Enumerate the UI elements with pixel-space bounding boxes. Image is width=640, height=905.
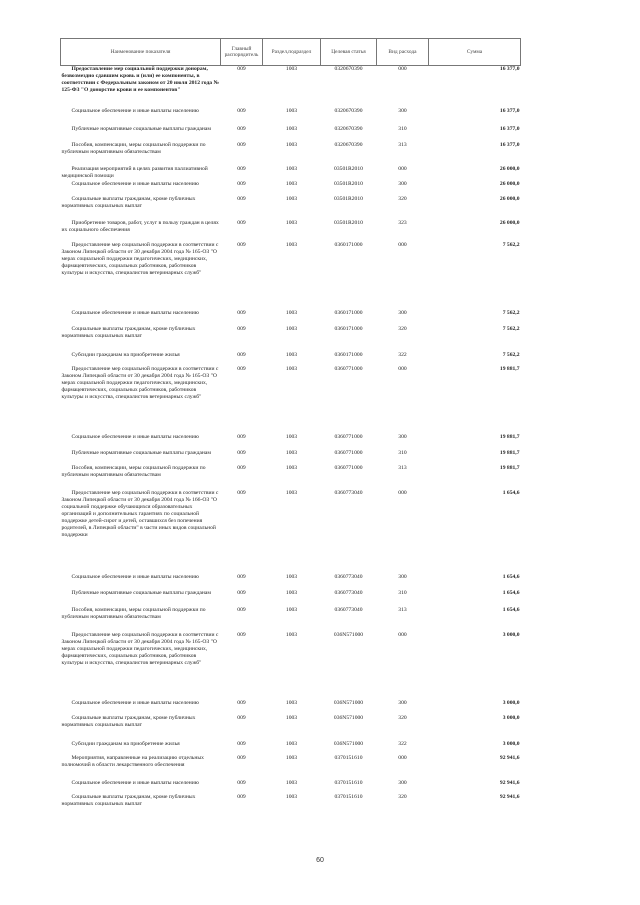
row-sum-cell: 3 000,0 xyxy=(502,699,520,706)
row-chief-manager-cell: 009 xyxy=(237,141,246,148)
header-chief-manager: Главный распорядитель xyxy=(221,39,263,66)
table-row xyxy=(61,465,521,490)
row-name-cell xyxy=(61,220,221,242)
table-row xyxy=(61,700,521,715)
table-row xyxy=(61,220,521,242)
row-sum-cell: 1 654,6 xyxy=(502,606,520,613)
row-section-cell: 1003 xyxy=(285,573,298,580)
row-section-cell: 1003 xyxy=(285,740,298,747)
row-chief-manager-cell: 009 xyxy=(237,433,246,440)
row-chief-manager-cell: 009 xyxy=(237,714,246,721)
row-target-article-cell: 0360171000 xyxy=(334,351,363,358)
row-name-text: Социальное обеспечение и иные выплаты населению xyxy=(71,180,199,187)
row-section-cell: 1003 xyxy=(285,779,298,786)
row-section-cell: 1003 xyxy=(285,631,298,638)
row-name-text: Социальное обеспечение и иные выплаты населению xyxy=(71,309,199,316)
row-sum-cell: 1 654,6 xyxy=(502,589,520,596)
row-section-cell: 1003 xyxy=(285,325,298,332)
row-expense-type-cell: 000 xyxy=(398,66,407,72)
row-target-article-cell: 0360771000 xyxy=(334,464,363,471)
header-target-article: Целевая статья xyxy=(321,39,377,66)
row-name-cell xyxy=(61,715,221,741)
table-row xyxy=(61,242,521,310)
row-expense-type-cell: 313 xyxy=(398,464,407,471)
row-section-cell: 1003 xyxy=(285,180,298,187)
row-name-cell xyxy=(61,794,221,818)
row-name-text: Субсидии гражданам на приобретение жилья xyxy=(71,351,180,358)
row-sum-cell: 16 377,0 xyxy=(499,125,520,132)
row-expense-type-cell: 300 xyxy=(398,309,407,316)
row-sum-cell: 19 881,7 xyxy=(499,449,520,456)
row-target-article-cell: 036N571000 xyxy=(333,631,364,638)
row-target-article-cell: 0360771000 xyxy=(334,365,363,372)
row-name-cell xyxy=(61,741,221,755)
row-sum-cell: 7 562,2 xyxy=(502,325,520,332)
row-chief-manager-cell: 009 xyxy=(237,195,246,202)
row-sum-cell: 3 000,0 xyxy=(502,740,520,747)
table-row xyxy=(61,166,521,181)
row-section-cell: 1003 xyxy=(285,489,298,496)
row-name-text: Реализация мероприятий в целях развития паллиативной медицинской помощи xyxy=(61,165,208,179)
header-sum: Сумма xyxy=(429,39,521,66)
row-name-text: Социальное обеспечение и иные выплаты населению xyxy=(71,573,199,580)
row-sum-cell: 19 881,7 xyxy=(499,433,520,440)
row-target-article-cell: 036N571000 xyxy=(333,740,364,747)
table-row xyxy=(61,574,521,590)
row-expense-type-cell: 320 xyxy=(398,195,407,202)
row-name-cell xyxy=(61,242,221,310)
row-expense-type-cell: 322 xyxy=(398,740,407,747)
row-target-article-cell: 0320670390 xyxy=(334,125,363,132)
row-expense-type-cell: 322 xyxy=(398,351,407,358)
row-name-cell xyxy=(61,490,221,574)
row-name-cell xyxy=(61,196,221,220)
row-expense-type-cell: 320 xyxy=(398,714,407,721)
budget-table xyxy=(60,38,521,818)
row-sum-cell: 92 941,6 xyxy=(499,779,520,786)
row-section-cell: 1003 xyxy=(285,125,298,132)
row-name-cell xyxy=(61,465,221,490)
row-expense-type-cell: 310 xyxy=(398,125,407,132)
table-row xyxy=(61,755,521,780)
row-expense-type-cell: 000 xyxy=(398,165,407,172)
row-sum-cell: 16 377,0 xyxy=(499,107,520,114)
row-name-cell xyxy=(61,352,221,366)
table-row xyxy=(61,607,521,632)
row-target-article-cell: 0360771000 xyxy=(334,449,363,456)
row-name-text: Предоставление мер социальной поддержки донорам, безвозмездно сдавшим кровь и (или) ее компоненты, в соответствии с Федеральным законом от 20 июля 2012 года № 125-ФЗ "О донорстве крови и ее компонентов" xyxy=(61,66,220,94)
row-name-text: Социальные выплаты гражданам, кроме публичных нормативных социальных выплат xyxy=(61,714,196,728)
row-sum-cell: 1 654,6 xyxy=(502,489,520,496)
row-sum-cell: 16 377,0 xyxy=(499,66,520,72)
row-section-cell: 1003 xyxy=(285,714,298,721)
row-name-text: Приобретение товаров, работ, услуг в пользу граждан в целях их социального обеспечения xyxy=(61,219,219,233)
row-name-text: Публичные нормативные социальные выплаты гражданам xyxy=(71,589,211,596)
row-target-article-cell: 0360773040 xyxy=(334,573,363,580)
table-row xyxy=(61,632,521,700)
row-expense-type-cell: 000 xyxy=(398,489,407,496)
row-section-cell: 1003 xyxy=(285,365,298,372)
row-expense-type-cell: 300 xyxy=(398,180,407,187)
row-name-cell xyxy=(61,700,221,715)
row-name-cell xyxy=(61,590,221,607)
table-row xyxy=(61,366,521,434)
row-chief-manager-cell: 009 xyxy=(237,740,246,747)
row-expense-type-cell: 320 xyxy=(398,325,407,332)
row-sum-cell: 26 000,0 xyxy=(499,180,520,187)
row-target-article-cell: 03501R2010 xyxy=(334,219,363,226)
table-row xyxy=(61,780,521,794)
row-name-text: Субсидии гражданам на приобретение жилья xyxy=(71,740,180,747)
table-row xyxy=(61,196,521,220)
table-row xyxy=(61,715,521,741)
row-target-article-cell: 0360171000 xyxy=(334,309,363,316)
row-name-text: Социальные выплаты гражданам, кроме публичных нормативных социальных выплат xyxy=(61,195,196,209)
row-section-cell: 1003 xyxy=(285,107,298,114)
row-expense-type-cell: 000 xyxy=(398,241,407,248)
row-name-cell xyxy=(61,366,221,434)
row-name-cell xyxy=(61,632,221,700)
row-sum-cell: 7 562,2 xyxy=(502,351,520,358)
row-chief-manager-cell: 009 xyxy=(237,606,246,613)
row-sum-cell: 26 000,0 xyxy=(499,219,520,226)
row-name-text: Пособия, компенсации, меры социальной поддержки по публичным нормативным обязательствам xyxy=(61,141,206,155)
table-row xyxy=(61,434,521,450)
table-row xyxy=(61,326,521,352)
row-chief-manager-cell: 009 xyxy=(237,489,246,496)
row-expense-type-cell: 000 xyxy=(398,365,407,372)
row-name-text: Социальное обеспечение и иные выплаты населению xyxy=(71,779,199,786)
row-section-cell: 1003 xyxy=(285,309,298,316)
row-name-text: Пособия, компенсации, меры социальной поддержки по публичным нормативным обязательствам xyxy=(61,606,206,620)
row-target-article-cell: 0370151610 xyxy=(334,793,363,800)
row-section-cell: 1003 xyxy=(285,351,298,358)
row-target-article-cell: 0360773040 xyxy=(334,489,363,496)
row-sum-cell: 19 881,7 xyxy=(499,365,520,372)
row-section-cell: 1003 xyxy=(285,793,298,800)
row-expense-type-cell: 000 xyxy=(398,631,407,638)
row-name-text: Социальное обеспечение и иные выплаты населению xyxy=(71,107,199,114)
row-name-cell xyxy=(61,326,221,352)
row-sum-cell: 7 562,2 xyxy=(502,309,520,316)
row-expense-type-cell: 313 xyxy=(398,141,407,148)
row-sum-cell: 1 654,6 xyxy=(502,573,520,580)
row-expense-type-cell: 323 xyxy=(398,219,407,226)
row-name-cell xyxy=(61,607,221,632)
row-section-cell: 1003 xyxy=(285,606,298,613)
row-name-text: Предоставление мер социальной поддержки в соответствии с Законом Липецкой области от 30 декабря 2004 года № 166-ОЗ "О социальной поддержке обучающихся образовательных организаций и дополнительных гарантиях по социальной поддержке детей-сирот и детей, оставшихся без попечения родителей, в Липецкой области" в части иных видов социальной поддержки xyxy=(61,489,219,539)
header-indicator-name: Наименование показателя xyxy=(61,39,221,66)
row-name-cell xyxy=(61,434,221,450)
row-name-cell xyxy=(61,126,221,142)
row-target-article-cell: 0320670390 xyxy=(334,107,363,114)
row-chief-manager-cell: 009 xyxy=(237,351,246,358)
row-name-cell xyxy=(61,181,221,196)
row-target-article-cell: 03501R2010 xyxy=(334,165,363,172)
table-row xyxy=(61,310,521,326)
row-target-article-cell: 03501R2010 xyxy=(334,180,363,187)
row-sum-cell: 19 881,7 xyxy=(499,464,520,471)
row-section-cell: 1003 xyxy=(285,66,298,72)
row-expense-type-cell: 320 xyxy=(398,793,407,800)
row-target-article-cell: 036N571000 xyxy=(333,699,364,706)
row-sum-cell: 26 000,0 xyxy=(499,195,520,202)
row-section-cell: 1003 xyxy=(285,165,298,172)
row-name-text: Предоставление мер социальной поддержки в соответствии с Законом Липецкой области от 30 декабря 2004 года № 165-ОЗ "О мерах социальной поддержки педагогических, медицинских, фармацевтических, социальных работников, работников культуры и искусства, специалистов ветеринарных служб" xyxy=(61,365,219,400)
page-number: 60 xyxy=(316,857,324,864)
row-chief-manager-cell: 009 xyxy=(237,779,246,786)
row-chief-manager-cell: 009 xyxy=(237,107,246,114)
row-target-article-cell: 03501R2010 xyxy=(334,195,363,202)
row-sum-cell: 3 000,0 xyxy=(502,714,520,721)
row-target-article-cell: 0360171000 xyxy=(334,325,363,332)
table-row xyxy=(61,590,521,607)
row-chief-manager-cell: 009 xyxy=(237,699,246,706)
row-name-text: Мероприятия, направленные на реализацию отдельных полномочий в области лекарственного обеспечения xyxy=(61,754,204,768)
table-body xyxy=(61,66,521,818)
row-name-cell xyxy=(61,780,221,794)
row-sum-cell: 92 941,6 xyxy=(499,793,520,800)
row-expense-type-cell: 000 xyxy=(398,754,407,761)
row-name-cell xyxy=(61,166,221,181)
row-name-text: Предоставление мер социальной поддержки в соответствии с Законом Липецкой области от 30 декабря 2004 года № 165-ОЗ "О мерах социальной поддержки педагогических, медицинских, фармацевтических, социальных работников, работников культуры и искусства, специалистов ветеринарных служб" xyxy=(61,631,219,666)
header-expense-type: Вид расхода xyxy=(377,39,429,66)
table-row xyxy=(61,108,521,126)
row-expense-type-cell: 300 xyxy=(398,433,407,440)
row-chief-manager-cell: 009 xyxy=(237,125,246,132)
row-name-text: Публичные нормативные социальные выплаты гражданам xyxy=(71,125,211,132)
row-target-article-cell: 0370151610 xyxy=(334,754,363,761)
row-expense-type-cell: 300 xyxy=(398,573,407,580)
row-target-article-cell: 0360773040 xyxy=(334,606,363,613)
table-row xyxy=(61,794,521,818)
row-name-text: Пособия, компенсации, меры социальной поддержки по публичным нормативным обязательствам xyxy=(61,464,206,478)
row-chief-manager-cell: 009 xyxy=(237,309,246,316)
table-row xyxy=(61,142,521,166)
table-row xyxy=(61,126,521,142)
table-header-row xyxy=(61,39,521,66)
row-chief-manager-cell: 009 xyxy=(237,449,246,456)
row-target-article-cell: 0360171000 xyxy=(334,241,363,248)
row-target-article-cell: 0360773040 xyxy=(334,589,363,596)
row-sum-cell: 7 562,2 xyxy=(502,241,520,248)
row-name-cell xyxy=(61,310,221,326)
row-name-cell xyxy=(61,108,221,126)
row-name-text: Социальное обеспечение и иные выплаты населению xyxy=(71,699,199,706)
row-name-text: Социальное обеспечение и иные выплаты населению xyxy=(71,433,199,440)
row-name-cell xyxy=(61,142,221,166)
row-name-text: Социальные выплаты гражданам, кроме публичных нормативных социальных выплат xyxy=(61,325,196,339)
row-chief-manager-cell: 009 xyxy=(237,631,246,638)
row-expense-type-cell: 300 xyxy=(398,779,407,786)
row-section-cell: 1003 xyxy=(285,699,298,706)
row-chief-manager-cell: 009 xyxy=(237,165,246,172)
row-chief-manager-cell: 009 xyxy=(237,325,246,332)
row-target-article-cell: 0360771000 xyxy=(334,433,363,440)
row-chief-manager-cell: 009 xyxy=(237,66,246,72)
header-section: Раздел,подраздел xyxy=(263,39,321,66)
row-chief-manager-cell: 009 xyxy=(237,365,246,372)
row-section-cell: 1003 xyxy=(285,754,298,761)
row-section-cell: 1003 xyxy=(285,195,298,202)
row-section-cell: 1003 xyxy=(285,219,298,226)
row-name-cell xyxy=(61,66,221,108)
row-chief-manager-cell: 009 xyxy=(237,793,246,800)
row-target-article-cell: 036N571000 xyxy=(333,714,364,721)
row-name-text: Предоставление мер социальной поддержки в соответствии с Законом Липецкой области от 30 декабря 2004 года № 165-ОЗ "О мерах социальной поддержки педагогических, медицинских, фармацевтических, социальных работников, работников культуры и искусства, специалистов ветеринарных служб" xyxy=(61,241,219,276)
row-chief-manager-cell: 009 xyxy=(237,464,246,471)
row-section-cell: 1003 xyxy=(285,433,298,440)
table-row xyxy=(61,66,521,108)
row-expense-type-cell: 300 xyxy=(398,699,407,706)
row-chief-manager-cell: 009 xyxy=(237,573,246,580)
row-section-cell: 1003 xyxy=(285,141,298,148)
row-expense-type-cell: 300 xyxy=(398,107,407,114)
row-chief-manager-cell: 009 xyxy=(237,219,246,226)
row-chief-manager-cell: 009 xyxy=(237,754,246,761)
table-row xyxy=(61,741,521,755)
row-sum-cell: 26 000,0 xyxy=(499,165,520,172)
row-name-text: Публичные нормативные социальные выплаты гражданам xyxy=(71,449,211,456)
row-expense-type-cell: 310 xyxy=(398,589,407,596)
row-name-cell xyxy=(61,755,221,780)
row-chief-manager-cell: 009 xyxy=(237,589,246,596)
row-expense-type-cell: 313 xyxy=(398,606,407,613)
row-name-text: Социальные выплаты гражданам, кроме публичных нормативных социальных выплат xyxy=(61,793,196,807)
row-chief-manager-cell: 009 xyxy=(237,241,246,248)
row-sum-cell: 92 941,6 xyxy=(499,754,520,761)
row-target-article-cell: 0320670390 xyxy=(334,141,363,148)
row-section-cell: 1003 xyxy=(285,589,298,596)
row-section-cell: 1003 xyxy=(285,449,298,456)
table-row xyxy=(61,490,521,574)
table-row xyxy=(61,352,521,366)
table-row xyxy=(61,450,521,465)
row-sum-cell: 16 377,0 xyxy=(499,141,520,148)
row-chief-manager-cell: 009 xyxy=(237,180,246,187)
row-section-cell: 1003 xyxy=(285,241,298,248)
row-expense-type-cell: 310 xyxy=(398,449,407,456)
row-name-cell xyxy=(61,450,221,465)
row-name-cell xyxy=(61,574,221,590)
table-row xyxy=(61,181,521,196)
row-target-article-cell: 0320670390 xyxy=(334,66,363,72)
row-sum-cell: 3 000,0 xyxy=(502,631,520,638)
row-section-cell: 1003 xyxy=(285,464,298,471)
row-target-article-cell: 0370151610 xyxy=(334,779,363,786)
